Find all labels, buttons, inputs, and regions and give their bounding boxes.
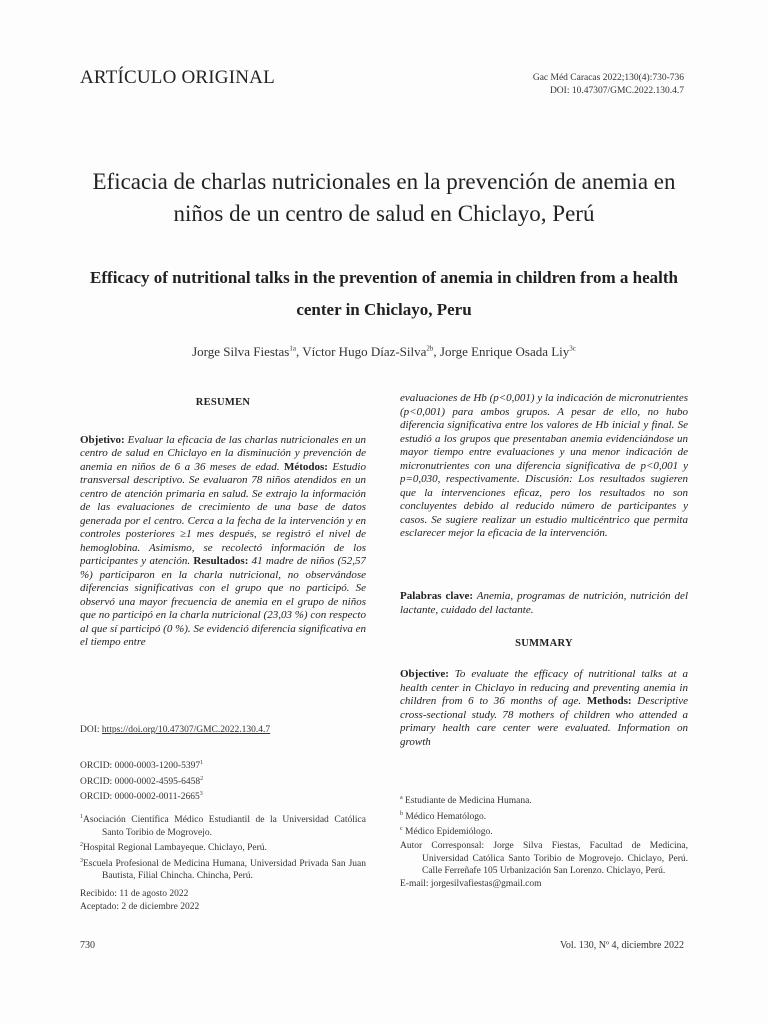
affiliation-2: $^2$Hospital Regional Lambayeque. Chiclayo, Perú. [80,842,267,854]
section-label: ARTÍCULO ORIGINAL [80,67,275,88]
methods-label: Methods: [586,695,632,707]
resumen-heading: RESUMEN [195,397,251,408]
affiliation-3: $^3$Escuela Profesional de Medicina Humana, Universidad Privada San Juan Bautista, Filial Chincha. Chincha, Perú. [80,857,366,882]
journal-citation: Gac Méd Caracas 2022;130(4):730-736 [532,73,684,83]
affiliation-list [80,811,366,883]
correspondence [400,840,688,890]
objetivo-text: Evaluar la eficacia de las charlas nutricionales en un centro de salud en Chiclayo en la disminución y prevención de anemia en niños de 6 a 36 meses de edad. [80,433,366,473]
summary-heading: SUMMARY [515,638,573,649]
metodos-text: Estudio transversal descriptivo. Se evaluaron 78 niños atendidos en un centro de atención primaria en salud. Se extrajo la información de las evaluaciones de crecimiento de una base de datos generada por el centro. Cerca a la fecha de la intervención y en controles posteriores ≥1 mes después, se registró el nivel de hemoglobina. Asimismo, se recolectó información de los participantes y atención. [80,460,366,567]
methods-text: Descriptive cross-sectional study. 78 mothers of children who attended a primary health care center were evaluated. Information on growth [400,695,688,748]
role-c: $^c$ Médico Epidemiólogo. [400,826,493,838]
role-b: $^b$ Médico Hematólogo. [400,810,487,822]
role-list [400,792,688,839]
discusion-text: Los resultados sugieren que la intervenciones eficaz, pero los resultados no son concluyentes debido al reducido número de participantes y casos. Se sugiere realizar un estudio multicéntrico que permita esclarecer mejor la eficacia de la intervención. [400,473,688,539]
doi-link[interactable]: https://doi.org/10.47307/GMC.2022.130.4.7 [101,725,271,735]
received-date: Recibido: 11 de agosto 2022 [80,889,189,899]
volume-info: Vol. 130, Nº 4, diciembre 2022 [559,940,684,951]
keywords [400,590,688,617]
role-a: $^a$ Estudiante de Medicina Humana. [400,795,532,807]
resultados-text: 41 madre de niños (52,57 %) participaron en la charla nutricional, no observándose diferencias significativas con el grupo que no participó. Se observó una mayor frecuencia de anemia en el grupo de niños que no participó en la charla nutricional (23,03 %) con respecto al que sí participó (0 %). Se evidenció diferencia significativa en el tiempo entre [80,555,366,648]
resultados-label: Resultados: [193,555,249,567]
orcid-3[interactable]: ORCID: 0000-0002-0011-2665$^3$ [80,791,203,803]
objetivo-label: Objetivo: [80,433,125,446]
resumen-body [80,434,366,690]
orcid-2[interactable]: ORCID: 0000-0002-4595-6458$^2$ [80,775,204,787]
article-title-english: Efficacy of nutritional talks in the prevention of anemia in children from a health center in Chiclayo, Peru [90,268,678,319]
objective-label: Objective: [400,668,449,680]
author-1: Jorge Silva Fiestas$^{1a}$, [192,344,303,359]
keywords-label: Palabras clave: [400,590,473,602]
right-column [400,392,688,564]
metodos-label: Métodos: [283,460,328,473]
orcid-list [80,757,366,804]
journal-reference [533,72,684,98]
keywords-text: Anemia, programas de nutrición, nutrición del lactante, cuidado del lactante. [400,590,688,616]
submission-dates [80,888,366,913]
resultados-text-continued: evaluaciones de Hb (p<0,001) y la indicación de micronutrientes (p<0,001) para ambos grupos. A pesar de ello, no hubo diferencia significativa entre los valores de Hb inicial y final. Se estudió a los grupos que presentaban anemia evidenciándose un mayor tiempo entre evaluaciones y una menor indicación de micronutrientes con una diferencia significativa de p<0,001 y p=0,030, respectivamente. [400,392,688,485]
summary-body [400,668,688,752]
objective-text: To evaluate the efficacy of nutritional talks at a health center in Chiclayo in reducing and preventing anemia in children from 6 to 36 months of age. [400,668,688,707]
article-title-spanish: Eficacia de charlas nutricionales en la prevención de anemia en niños de un centro de salud en Chiclayo, Perú [92,169,676,226]
author-list [80,344,688,360]
resumen-continued [400,392,688,564]
author-3: Jorge Enrique Osada Liy$^{3c}$ [439,344,576,359]
accepted-date: Aceptado: 2 de diciembre 2022 [80,901,200,912]
author-2: Víctor Hugo Díaz-Silva$^{2b}$, [302,344,440,359]
affiliation-1: $^1$Asociación Científica Médico Estudiantil de la Universidad Católica Santo Toribio de Mogrovejo. [80,814,366,838]
left-column [80,396,366,690]
doi-line: DOI: https://doi.org/10.47307/GMC.2022.130.4.7 [80,725,271,735]
correspondence-email[interactable]: E-mail: jorgesilvafiestas@gmail.com [400,878,542,889]
journal-doi: DOI: 10.47307/GMC.2022.130.4.7 [549,86,684,96]
orcid-1[interactable]: ORCID: 0000-0003-1200-5397$^1$ [80,760,204,772]
page-number: 730 [80,940,95,951]
correspondence-text: Autor Corresponsal: Jorge Silva Fiestas, Facultad de Medicina, Universidad Católica Santo Toribio de Mogrovejo. Chiclayo, Perú. Calle Ferreñafe 105 Urbanización San Lorenzo. Chiclayo, Perú. [400,841,688,876]
discusion-label: Discusión: [525,473,573,485]
